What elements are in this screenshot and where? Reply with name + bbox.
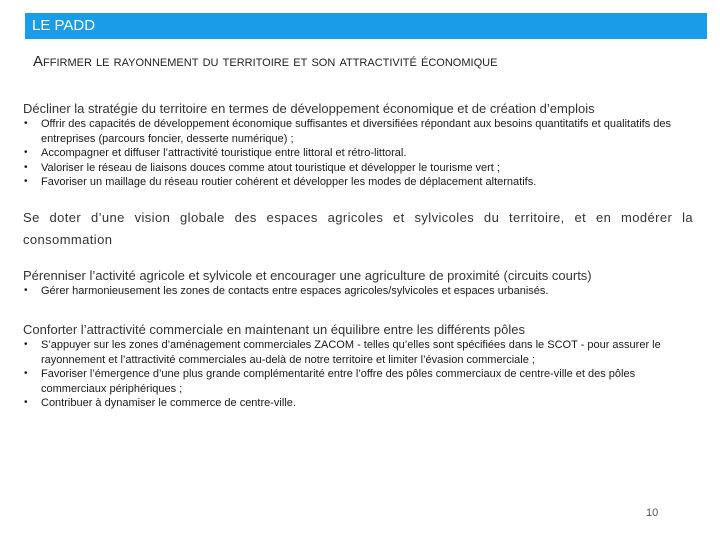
section-agriculture <box>23 267 693 299</box>
list-item: • Gérer harmonieusement les zones de contacts entre espaces agricoles/sylvicoles et espaces urbanisés. <box>23 284 693 299</box>
section-heading: Se doter d’une vision globale des espaces agricoles et sylvicoles du territoire, et en modérer la consommation <box>23 210 693 247</box>
section-heading: Conforter l’attractivité commerciale en maintenant un équilibre entre les différents pôles <box>23 322 525 337</box>
list-item: • S’appuyer sur les zones d’aménagement commerciales ZACOM - telles qu’elles sont spécifiées dans le SCOT - pour assurer le rayonnement et l’attractivité commerciales au-delà de notre territoire et limiter l’évasion commerciale ; <box>23 338 693 367</box>
page-number: 10 <box>646 507 659 519</box>
section-heading: Décliner la stratégie du territoire en termes de développement économique et de création d’emplois <box>23 101 595 116</box>
section-commercial <box>23 321 693 411</box>
bullet-list <box>23 117 693 190</box>
section-economic-strategy <box>23 100 693 190</box>
bullet-list <box>23 284 693 299</box>
section-heading: Pérenniser l’activité agricole et sylvicole et encourager une agriculture de proximité (circuits courts) <box>23 268 592 283</box>
header-label: LE PADD <box>32 17 96 34</box>
list-item: • Offrir des capacités de développement économique suffisantes et diversifiées répondant aux besoins quantitatifs et qualitatifs des entreprises (parcours foncier, desserte numérique) ; <box>23 117 693 146</box>
list-item: • Contribuer à dynamiser le commerce de centre-ville. <box>23 396 693 411</box>
header-bar <box>25 13 707 39</box>
list-item: • Accompagner et diffuser l’attractivité touristique entre littoral et rétro-littoral. <box>23 146 693 161</box>
page-title: Affirmer le rayonnement du territoire et son attractivité économique <box>33 53 498 70</box>
section-agricultural-vision <box>23 207 693 251</box>
bullet-list <box>23 338 693 411</box>
list-item: • Favoriser un maillage du réseau routier cohérent et développer les modes de déplacement alternatifs. <box>23 175 693 190</box>
list-item: • Valoriser le réseau de liaisons douces comme atout touristique et développer le tourisme vert ; <box>23 161 693 176</box>
list-item: • Favoriser l’émergence d’une plus grande complémentarité entre l’offre des pôles commerciaux de centre-ville et des pôles commerciaux périphériques ; <box>23 367 693 396</box>
